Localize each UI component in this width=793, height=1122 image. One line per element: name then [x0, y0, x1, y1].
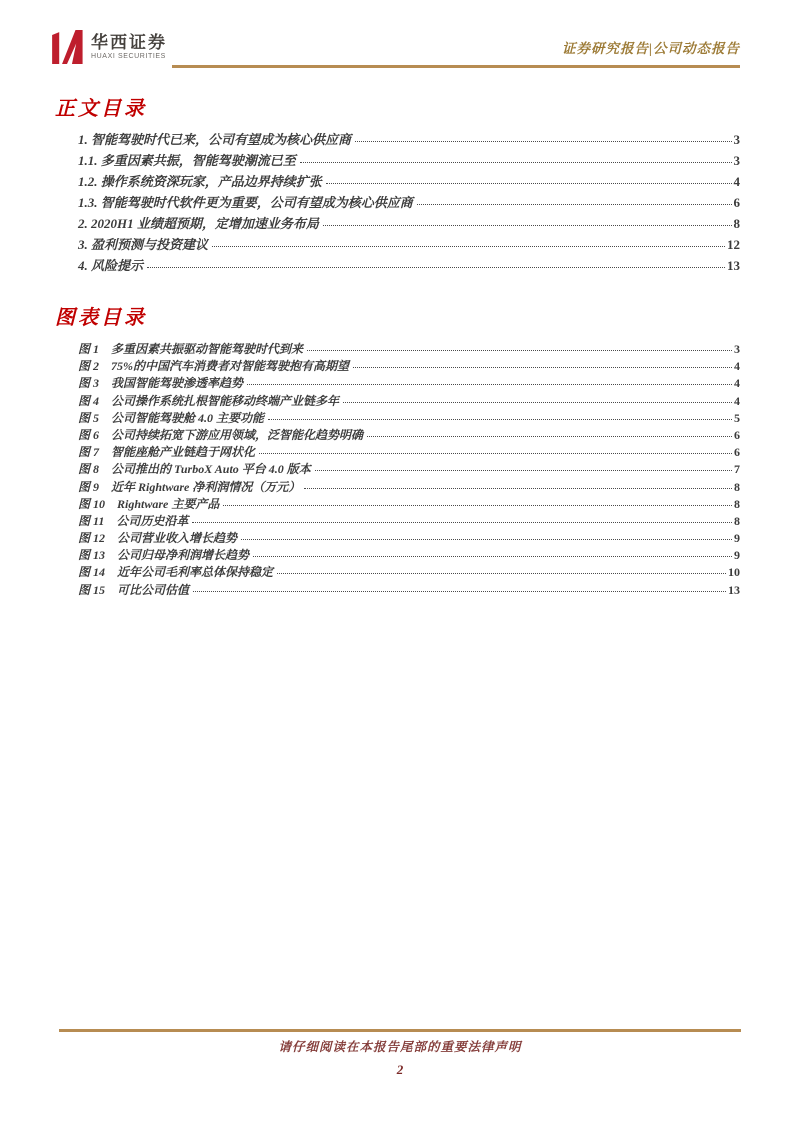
dotted-leader — [223, 505, 732, 506]
figure-entry-page: 8 — [734, 513, 740, 528]
figure-entry-page: 7 — [734, 462, 740, 477]
toc-entry[interactable] — [78, 255, 740, 276]
dotted-leader — [247, 384, 732, 385]
figure-entry[interactable] — [78, 495, 740, 512]
figure-entry-page: 4 — [734, 359, 740, 374]
figure-entry-page: 6 — [734, 427, 740, 442]
header-rule — [172, 37, 740, 68]
toc-entry[interactable] — [78, 213, 740, 234]
toc-entry[interactable] — [78, 234, 740, 255]
figure-entry-page: 8 — [734, 479, 740, 494]
dotted-leader — [315, 470, 732, 471]
toc-entry[interactable] — [78, 192, 740, 213]
report-type-label: 证券研究报告|公司动态报告 — [562, 41, 740, 56]
toc-entry-page: 12 — [727, 237, 740, 252]
figure-entry[interactable] — [78, 546, 740, 563]
dotted-leader — [355, 141, 731, 142]
dotted-leader — [193, 591, 726, 592]
dotted-leader — [253, 556, 732, 557]
footer-rule — [59, 1029, 741, 1032]
toc-entry-page: 13 — [727, 258, 740, 273]
figure-entry[interactable] — [78, 426, 740, 443]
toc-entry-page: 3 — [733, 132, 740, 147]
report-footer — [59, 1029, 741, 1078]
figure-entry-page: 6 — [734, 445, 740, 460]
brand-text — [91, 33, 167, 61]
figure-entry-label: 图 13 公司归母净利润增长趋势 — [78, 548, 250, 563]
toc-entry-label: 2. 2020H1 业绩超预期，定增加速业务布局 — [78, 216, 319, 231]
figure-entry[interactable] — [78, 340, 740, 357]
dotted-leader — [268, 419, 732, 420]
toc-entry[interactable] — [78, 171, 740, 192]
figure-entry[interactable] — [78, 460, 740, 477]
figure-entry[interactable] — [78, 357, 740, 374]
dotted-leader — [343, 402, 732, 403]
dotted-leader — [304, 488, 732, 489]
figure-entry-label: 图 15 可比公司估值 — [78, 582, 190, 597]
brand-name-en: HUAXI SECURITIES — [91, 53, 166, 60]
figure-entry-label: 图 9 近年 Rightware 净利润情况（万元） — [78, 479, 301, 494]
huaxi-logo — [50, 28, 172, 68]
dotted-leader — [323, 225, 732, 226]
figure-entry[interactable] — [78, 392, 740, 409]
figure-entry-label: 图 14 近年公司毛利率总体保持稳定 — [78, 565, 274, 580]
toc-entry[interactable] — [78, 129, 740, 150]
dotted-leader — [277, 573, 726, 574]
figure-entry-page: 3 — [734, 342, 740, 356]
figure-entry-label: 图 3 我国智能驾驶渗透率趋势 — [78, 376, 244, 391]
toc-entry-label: 3. 盈利预测与投资建议 — [78, 237, 209, 252]
figure-entry[interactable] — [78, 409, 740, 426]
toc-entry-label: 1.2. 操作系统资深玩家，产品边界持续扩张 — [78, 174, 322, 189]
dotted-leader — [241, 539, 732, 540]
figure-entry-label: 图 5 公司智能驾驶舱 4.0 主要功能 — [78, 410, 265, 425]
figure-entry-label: 图 6 公司持续拓宽下游应用领域，泛智能化趋势明确 — [78, 427, 364, 442]
figure-entry[interactable] — [78, 512, 740, 529]
dotted-leader — [307, 350, 732, 351]
toc-entry-page: 6 — [733, 195, 740, 210]
toc-entry-label: 1.1. 多重因素共振，智能驾驶潮流已至 — [78, 153, 296, 168]
figure-entry-page: 9 — [734, 531, 740, 546]
figure-entry-page: 4 — [734, 376, 740, 391]
figure-entry[interactable] — [78, 529, 740, 546]
figure-directory-section — [55, 305, 740, 598]
figure-entry-label: 图 1 多重因素共振驱动智能驾驶时代到来 — [78, 342, 304, 356]
toc-entry[interactable] — [78, 150, 740, 171]
toc-entry-label: 1.3. 智能驾驶时代软件更为重要，公司有望成为核心供应商 — [78, 195, 413, 210]
figure-list — [78, 340, 740, 598]
toc-entry-page: 4 — [733, 174, 740, 189]
figure-entry-label: 图 12 公司营业收入增长趋势 — [78, 531, 238, 546]
figure-entry-page: 4 — [734, 393, 740, 408]
figure-entry[interactable] — [78, 563, 740, 580]
page-content — [55, 96, 740, 598]
figure-entry[interactable] — [78, 374, 740, 391]
figure-entry-label: 图 8 公司推出的 TurboX Auto 平台 4.0 版本 — [78, 462, 311, 477]
toc-entry-page: 3 — [733, 153, 740, 168]
figure-entry-page: 10 — [728, 565, 740, 580]
brand-name-cn: 华西证券 — [91, 33, 167, 52]
dotted-leader — [353, 367, 732, 368]
dotted-leader — [300, 162, 732, 163]
toc-section-title: 正文目录 — [55, 98, 147, 120]
figure-entry-page: 5 — [734, 410, 740, 425]
legal-disclaimer: 请仔细阅读在本报告尾部的重要法律声明 — [278, 1040, 522, 1054]
figure-entry-label: 图 11 公司历史沿革 — [78, 513, 189, 528]
figure-entry[interactable] — [78, 443, 740, 460]
dotted-leader — [367, 436, 732, 437]
dotted-leader — [259, 453, 732, 454]
toc-entry-page: 8 — [733, 216, 740, 231]
huaxi-logo-icon — [50, 28, 84, 66]
toc-entry-label: 1. 智能驾驶时代已来，公司有望成为核心供应商 — [78, 132, 352, 147]
figure-section-title: 图表目录 — [55, 307, 147, 329]
report-header — [50, 28, 740, 68]
dotted-leader — [192, 522, 732, 523]
figure-entry-page: 13 — [728, 582, 740, 597]
figure-entry-label: 图 4 公司操作系统扎根智能移动终端产业链多年 — [78, 393, 340, 408]
figure-entry[interactable] — [78, 581, 740, 598]
figure-entry-page: 8 — [734, 496, 740, 511]
figure-entry-label: 图 2 75%的中国汽车消费者对智能驾驶抱有高期望 — [78, 359, 349, 374]
dotted-leader — [326, 183, 732, 184]
dotted-leader — [147, 267, 725, 268]
figure-entry-page: 9 — [734, 548, 740, 563]
dotted-leader — [212, 246, 725, 247]
figure-entry-label: 图 7 智能座舱产业链趋于网状化 — [78, 445, 256, 460]
dotted-leader — [417, 204, 732, 205]
figure-entry-label: 图 10 Rightware 主要产品 — [78, 496, 220, 511]
figure-entry[interactable] — [78, 478, 740, 495]
toc-list — [78, 129, 740, 276]
page-number: 2 — [396, 1062, 404, 1077]
toc-entry-label: 4. 风险提示 — [78, 258, 144, 273]
